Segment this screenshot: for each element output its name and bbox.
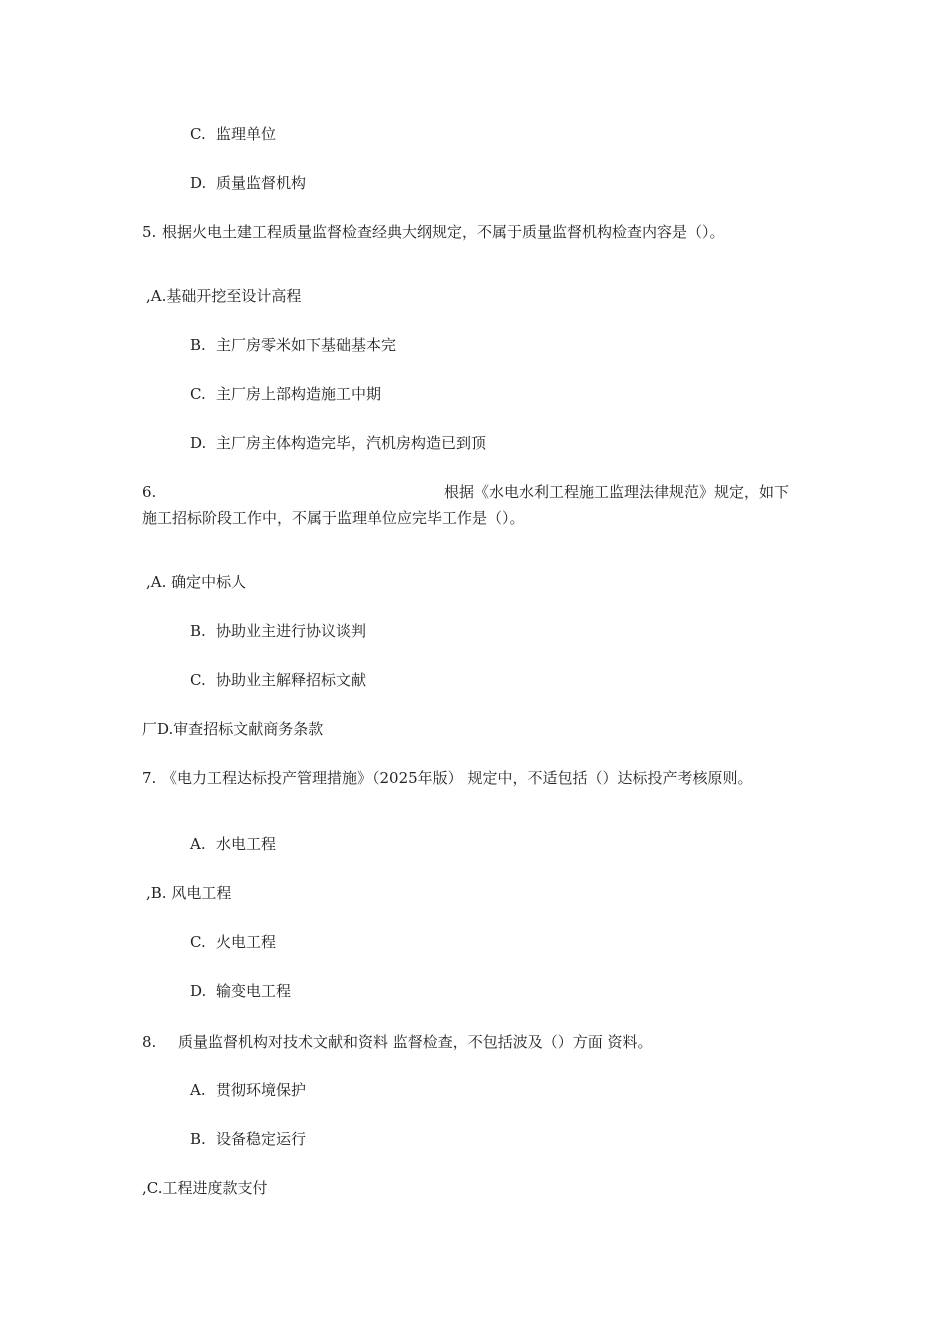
- q4-option-d: [190, 173, 306, 193]
- q5-option-b: [190, 335, 396, 355]
- q8-option-a: [190, 1080, 306, 1100]
- q4-option-c: [190, 124, 276, 144]
- q6-option-d: [142, 719, 323, 739]
- q7-option-c: [190, 932, 276, 952]
- q8-option-c: [142, 1178, 267, 1198]
- option-text: 监理单位: [216, 125, 277, 143]
- q6-option-a: [146, 572, 246, 592]
- option-label: D.: [190, 434, 207, 452]
- option-label: A.: [190, 1081, 206, 1099]
- option-text: ,B. 风电工程: [146, 884, 232, 902]
- option-label: A.: [190, 835, 206, 853]
- option-text: 主厂房主体构造完毕，汽机房构造已到顶: [216, 434, 487, 452]
- option-label: B.: [190, 1130, 206, 1148]
- option-text: 水电工程: [216, 835, 277, 853]
- option-text: 主厂房上部构造施工中期: [216, 385, 382, 403]
- option-label: D.: [190, 982, 207, 1000]
- q8-question: [142, 1032, 653, 1052]
- option-label: C.: [190, 385, 206, 403]
- option-text: 主厂房零米如下基础基本完: [216, 336, 397, 354]
- q6-option-b: [190, 621, 366, 641]
- question-text: 根据《水电水利工程施工监理法律规范》规定，如下: [444, 483, 790, 501]
- question-number: 8.: [142, 1033, 157, 1051]
- q8-option-b: [190, 1129, 306, 1149]
- question-text: 质量监督机构对技术文献和资料 监督检查，不包括波及（）方面 资料。: [178, 1033, 653, 1051]
- question-text: 根据火电土建工程质量监督检查经典大纲规定，不属于质量监督机构检查内容是（）。: [162, 223, 725, 241]
- q6-option-c: [190, 670, 366, 690]
- q5-option-c: [190, 384, 381, 404]
- q6-question-line1: [444, 482, 789, 502]
- option-text: 火电工程: [216, 933, 277, 951]
- question-number: 7.: [142, 769, 157, 787]
- q5-question: [142, 222, 725, 242]
- q7-option-b: [146, 883, 231, 903]
- question-text: 《电力工程达标投产管理措施》（2025年版） 规定中，不适包括（）达标投产考核原则。: [162, 769, 753, 787]
- q6-question-line2: [142, 508, 525, 528]
- option-text: 设备稳定运行: [216, 1130, 307, 1148]
- option-text: 输变电工程: [216, 982, 292, 1000]
- option-label: D.: [190, 174, 207, 192]
- q6-question-number: [142, 482, 156, 502]
- option-text: ,A.基础开挖至设计高程: [146, 287, 302, 305]
- q7-option-a: [190, 834, 276, 854]
- question-number: 6.: [142, 483, 157, 501]
- option-label: B.: [190, 336, 206, 354]
- option-text: 协助业主进行协议谈判: [216, 622, 367, 640]
- question-text: 施工招标阶段工作中，不属于监理单位应完毕工作是（）。: [142, 509, 525, 527]
- q5-option-a: [146, 286, 301, 306]
- q7-option-d: [190, 981, 291, 1001]
- option-label: C.: [190, 933, 206, 951]
- question-number: 5.: [142, 223, 157, 241]
- option-text: 质量监督机构: [216, 174, 307, 192]
- option-text: ,C.工程进度款支付: [142, 1179, 268, 1197]
- q7-question: [142, 768, 752, 788]
- option-text: 贯彻环境保护: [216, 1081, 307, 1099]
- option-label: C.: [190, 671, 206, 689]
- q5-option-d: [190, 433, 486, 453]
- option-text: ,A. 确定中标人: [146, 573, 247, 591]
- option-label: B.: [190, 622, 206, 640]
- option-label: C.: [190, 125, 206, 143]
- option-text: 厂D.审查招标文献商务条款: [142, 720, 324, 738]
- option-text: 协助业主解释招标文献: [216, 671, 367, 689]
